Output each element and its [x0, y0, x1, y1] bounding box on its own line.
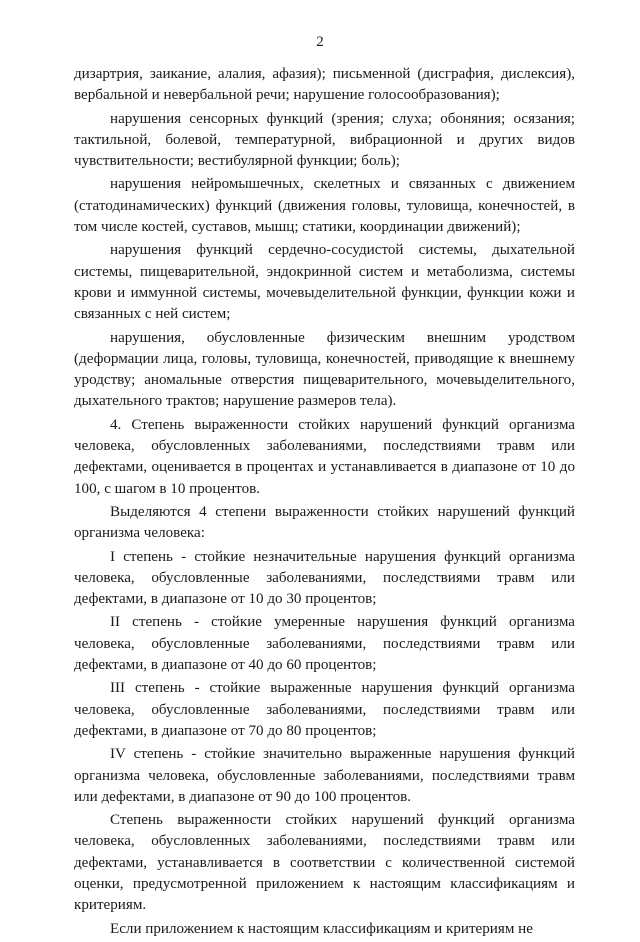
document-body	[74, 64, 575, 942]
page-number: 2	[316, 34, 324, 50]
paragraph-quantitative-assessment: Степень выраженности стойких нарушений функций организма человека, обусловленных заболеваниями, последствиями травм или дефектами, устанавливается в соответствии с количественной системой оценки, предусмотренной приложением к настоящим классификациям и критериям.	[74, 812, 575, 914]
paragraph-physical-deformity: нарушения, обусловленные физическим внешним уродством (деформации лица, головы, туловища, конечностей, приводящие к внешнему уродству; аномальные отверстия пищеварительного, мочевыделительного, дыхательного трактов; нарушение размеров тела).	[74, 329, 575, 410]
paragraph-continued: Если приложением к настоящим классификациям и критериям не	[110, 920, 533, 937]
paragraph-systemic-functions: нарушения функций сердечно-сосудистой системы, дыхательной системы, пищеварительной, эндокринной систем и метаболизма, системы крови и иммунной системы, мочевыделительной функции, функции кожи и связанных с ней систем;	[74, 242, 575, 323]
paragraph-neuromuscular-functions: нарушения нейромышечных, скелетных и связанных с движением (статодинамических) функций (движения головы, туловища, конечностей, в том числе костей, суставов, мышц; статики, координации движений);	[74, 176, 575, 236]
paragraph-section-4: 4. Степень выраженности стойких нарушений функций организма человека, обусловленных заболеваниями, последствиями травм или дефектами, оценивается в процентах и устанавливается в диапазоне от 10 до 100, с шагом в 10 процентов.	[74, 416, 575, 497]
paragraph-degree-2: II степень - стойкие умеренные нарушения функций организма человека, обусловленные заболеваниями, последствиями травм или дефектами, в диапазоне от 40 до 60 процентов;	[74, 614, 575, 674]
paragraph-degree-1: I степень - стойкие незначительные нарушения функций организма человека, обусловленные заболеваниями, последствиями травм или дефектами, в диапазоне от 10 до 30 процентов;	[74, 548, 575, 608]
paragraph-degree-4: IV степень - стойкие значительно выраженные нарушения функций организма человека, обусловленные заболеваниями, последствиями травм или дефектами, в диапазоне от 90 до 100 процентов.	[74, 746, 575, 805]
paragraph-sensory-functions: нарушения сенсорных функций (зрения; слуха; обоняния; осязания; тактильной, болевой, температурной, вибрационной и других видов чувствительности; вестибулярной функции; боль);	[74, 110, 575, 170]
paragraph-speech-disorders-continued: дизартрия, заикание, алалия, афазия); письменной (дисграфия, дислексия), вербальной и невербальной речи; нарушение голосообразования);	[74, 66, 575, 104]
paragraph-four-degrees-intro: Выделяются 4 степени выраженности стойких нарушений функций организма человека:	[74, 503, 575, 542]
paragraph-degree-3: III степень - стойкие выраженные нарушения функций организма человека, обусловленные заболеваниями, последствиями травм или дефектами, в диапазоне от 70 до 80 процентов;	[74, 680, 575, 739]
